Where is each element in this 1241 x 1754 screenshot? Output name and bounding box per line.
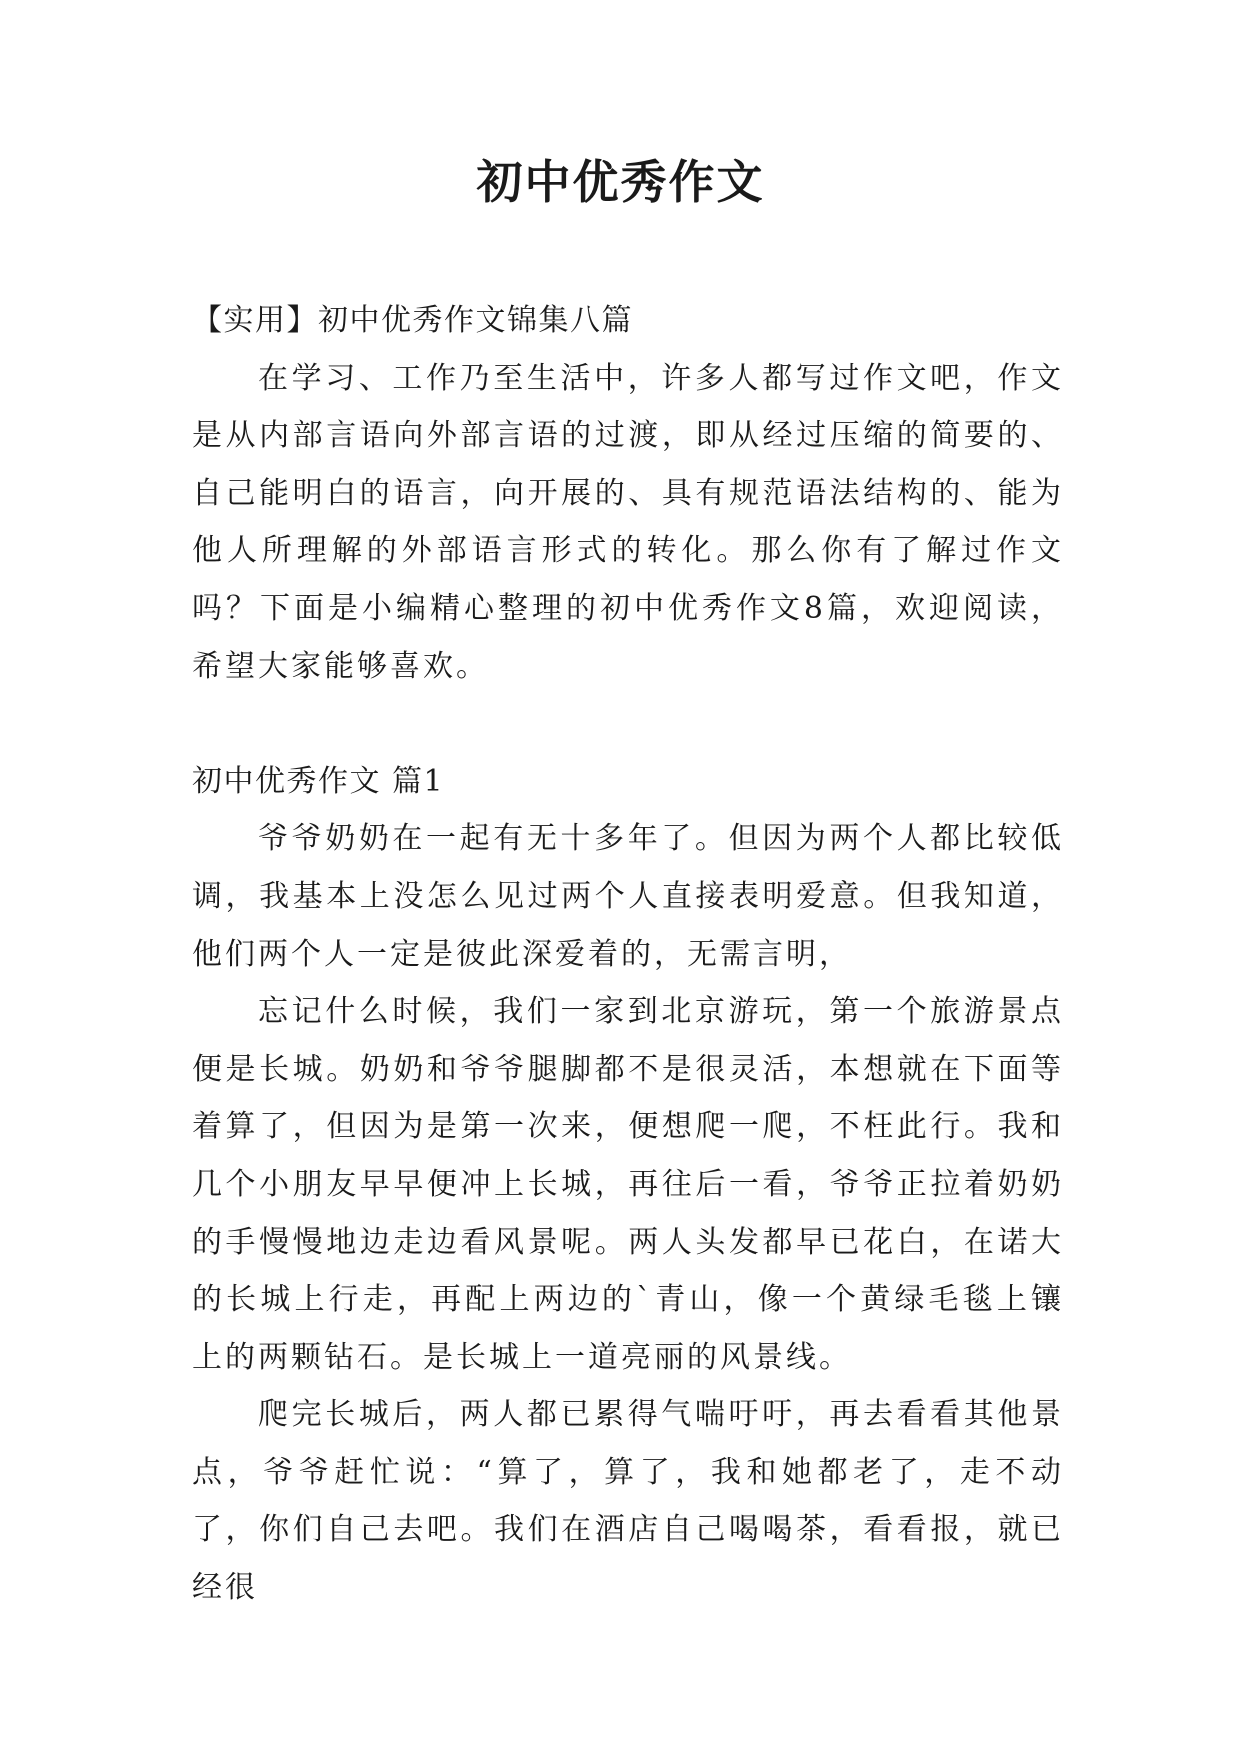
document-body [192,292,1064,1617]
document-title: 初中优秀作文 [476,155,765,209]
body-paragraph: 爬完长城后，两人都已累得气喘吁吁，再去看看其他景点，爷爷赶忙说：“算了，算了，我和她都老了，走不动了，你们自己去吧。我们在酒店自己喝喝茶，看看报，就已经很 [192,1397,1064,1606]
body-paragraph: 忘记什么时候，我们一家到北京游玩，第一个旅游景点便是长城。奶奶和爷爷腿脚都不是很灵活，本想就在下面等着算了，但因为是第一次来，便想爬一爬，不枉此行。我和几个小朋友早早便冲上长城，再往后一看，爷爷正拉着奶奶的手慢慢地边走边看风景呢。两人头发都早已花白，在诺大的长城上行走，再配上两边的`青山，像一个黄绿毛毯上镶上的两颗钻石。是长城上一道亮丽的风景线。 [192,994,1064,1375]
body-paragraph: 爷爷奶奶在一起有无十多年了。但因为两个人都比较低调，我基本上没怎么见过两个人直接表明爱意。但我知道，他们两个人一定是彼此深爱着的，无需言明， [192,821,1064,972]
section-heading: 初中优秀作文 篇1 [192,763,445,799]
intro-paragraph: 在学习、工作乃至生活中，许多人都写过作文吧，作文是从内部言语向外部言语的过渡，即从经过压缩的简要的、自己能明白的语言，向开展的、具有规范语法结构的、能为他人所理解的外部语言形式的转化。那么你有了解过作文吗？下面是小编精心整理的初中优秀作文8篇，欢迎阅读，希望大家能够喜欢。 [192,360,1064,684]
document-subtitle: 【实用】初中优秀作文锦集八篇 [192,303,633,338]
